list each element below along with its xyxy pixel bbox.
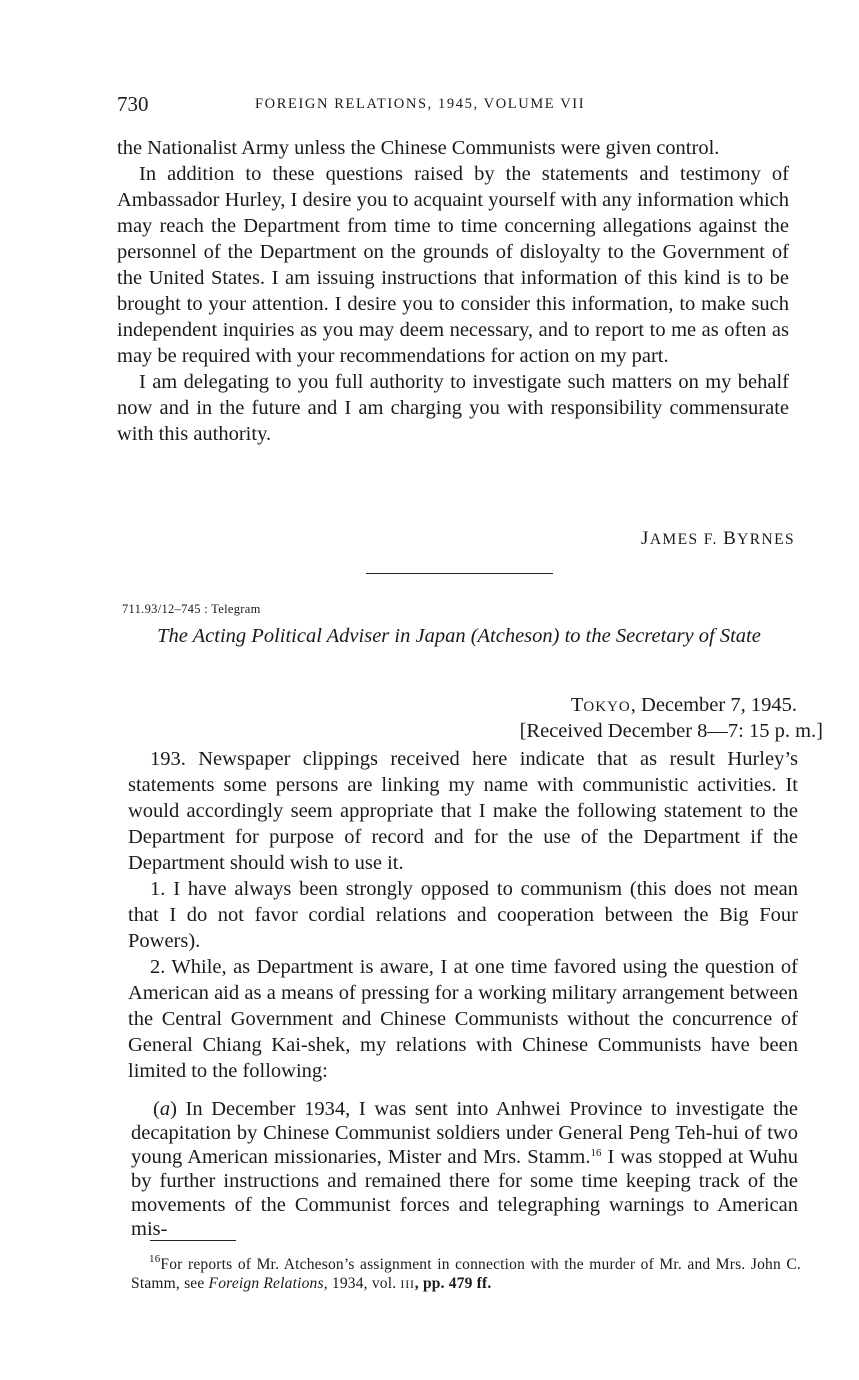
letter-paragraph-3: I am delegating to you full authority to investigate such matters on my behalf now and in the future and I am charging you with responsibility commensurate with this authority.	[117, 371, 789, 445]
section-divider	[366, 573, 553, 574]
running-title: FOREIGN RELATIONS, 1945, VOLUME VII	[255, 96, 586, 112]
page-header	[117, 92, 797, 122]
file-number: 711.93/12–745 : Telegram	[122, 602, 261, 616]
letter-body	[117, 135, 789, 447]
signature: JAMES F. BYRNES	[641, 528, 795, 549]
footnote-reference: 16	[590, 1147, 602, 1159]
footnote-marker: 16	[149, 1253, 161, 1265]
letter-paragraph-2: In addition to these questions raised by the statements and testimony of Ambassador Hurley, I desire you to acquaint yourself with any information which may reach the Department from time to time concerning allegations against the personnel of the Department on the grounds of disloyalty to the Government of the United States. I am issuing instructions that information of this kind is to be brought to your attention. I desire you to consider this information, to make such independent inquiries as you may deem necessary, and to report to me as often as may be required with your recommendations for action on my part.	[117, 163, 789, 367]
telegram-paragraph-193: 193. Newspaper clippings received here indicate that as result Hurley’s statements some persons are linking my name with communistic activities. It would accordingly seem appropriate that I make the following statement to the Department for purpose of record and for the use of the Department if the Department should wish to use it.	[128, 748, 798, 874]
received-line: [Received December 8—7: 15 p. m.]	[519, 720, 823, 742]
page-number: 730	[117, 92, 149, 116]
document-title: The Acting Political Adviser in Japan (Atcheson) to the Secretary of State	[157, 625, 761, 647]
letter-paragraph-1: the Nationalist Army unless the Chinese Communists were given control.	[117, 137, 720, 159]
dateline: TOKYO, December 7, 1945.	[570, 694, 797, 716]
telegram-paragraph-a: (a) In December 1934, I was sent into Anhwei Province to investigate the decapitation by Chinese Communist soldiers under General Peng Teh-hui of two young American missionaries, Mister and Mrs. Stamm.$^{16}$ I was stopped at Wuhu by further instructions and remained there for some time keeping track of the movements of the Communist forces and telegraphing warnings to American mis-	[131, 1098, 798, 1240]
paragraph-a-label: a	[159, 1098, 171, 1120]
telegram-body	[128, 746, 798, 1084]
footnote-divider	[150, 1240, 236, 1241]
telegram-paragraph-1: 1. I have always been strongly opposed to communism (this does not mean that I do not favor cordial relations and cooperation between the Big Four Powers).	[128, 878, 798, 952]
telegram-paragraph-2: 2. While, as Department is aware, I at one time favored using the question of American aid as a means of pressing for a working military arrangement between the Central Government and Chinese Communists without the concurrence of General Chiang Kai-shek, my relations with Chinese Communists have been limited to the following:	[128, 956, 798, 1082]
footnote: $^{16}$For reports of Mr. Atcheson’s assignment in connection with the murder of Mr. and Mrs. John C. Stamm, see Foreign Relations, 1934, vol. III, pp. 479 ff.	[131, 1253, 801, 1292]
